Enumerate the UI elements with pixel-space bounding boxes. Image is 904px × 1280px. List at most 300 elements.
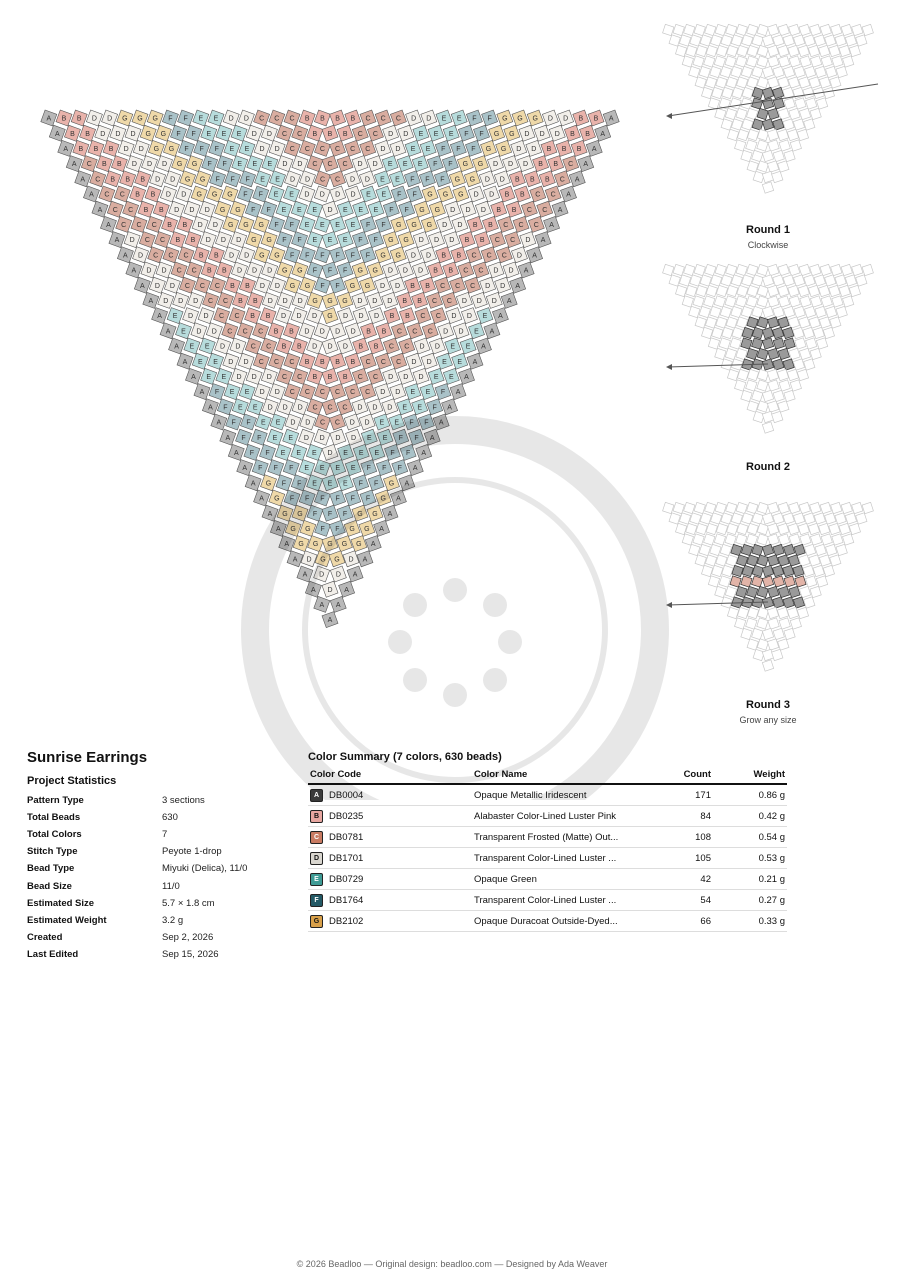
bead <box>459 232 475 248</box>
bead <box>603 110 619 126</box>
svg-text:D: D <box>197 222 203 229</box>
diagram-bead <box>767 607 778 618</box>
bead <box>299 277 315 293</box>
diagram-bead <box>735 140 746 151</box>
svg-text:D: D <box>100 130 106 138</box>
bead <box>123 201 139 217</box>
bead <box>124 232 140 248</box>
bead <box>253 186 269 202</box>
stat-label: Estimated Size <box>27 897 95 909</box>
diagram-bead <box>747 161 758 172</box>
svg-text:G: G <box>357 267 363 275</box>
diagram-bead <box>701 87 712 98</box>
bead <box>300 520 316 536</box>
diagram-bead <box>849 285 860 296</box>
weight-cell: 0.42 g <box>713 806 787 827</box>
svg-text:D: D <box>395 282 401 290</box>
diagram-bead <box>825 35 836 46</box>
svg-text:G: G <box>532 115 538 123</box>
diagram-bead <box>803 327 814 338</box>
diagram-bead <box>778 285 789 296</box>
bead <box>193 110 209 126</box>
bead <box>347 566 363 582</box>
svg-text:B: B <box>273 328 279 336</box>
svg-text:D: D <box>410 252 416 260</box>
bead <box>207 216 223 232</box>
diagram-bead <box>699 544 710 555</box>
diagram-bead <box>721 119 732 130</box>
svg-text:C: C <box>342 404 348 412</box>
diagram-bead <box>789 348 800 359</box>
svg-text:B: B <box>448 267 454 275</box>
svg-text:F: F <box>191 130 196 138</box>
stat-label: Total Colors <box>27 829 82 841</box>
svg-text:D: D <box>489 191 495 199</box>
svg-text:G: G <box>312 541 319 549</box>
bead <box>339 581 355 597</box>
bead <box>413 125 429 141</box>
bead <box>552 201 568 217</box>
svg-text:C: C <box>396 358 402 366</box>
svg-text:E: E <box>343 206 348 214</box>
diagram-bead <box>778 523 789 534</box>
diagram-bead <box>752 576 763 587</box>
bead <box>403 414 419 430</box>
bead <box>185 232 201 248</box>
bead <box>261 201 277 217</box>
bead <box>436 353 452 369</box>
svg-text:E: E <box>221 130 227 138</box>
diagram-bead <box>747 369 758 380</box>
bead <box>489 232 505 248</box>
diagram-bead <box>787 129 798 140</box>
bead <box>269 247 285 263</box>
svg-text:C: C <box>258 358 264 366</box>
bead <box>330 140 346 156</box>
svg-text:D: D <box>267 298 273 305</box>
svg-text:F: F <box>432 404 437 412</box>
diagram-bead <box>705 502 716 513</box>
diagram-bead <box>768 56 779 67</box>
svg-text:G: G <box>372 510 378 518</box>
count-cell: 84 <box>649 806 713 827</box>
diagram-bead <box>852 502 863 513</box>
svg-text:C: C <box>320 419 326 427</box>
svg-text:G: G <box>290 526 296 533</box>
color-summary-body <box>308 784 787 932</box>
svg-text:E: E <box>252 404 258 412</box>
diagram-bead <box>742 513 753 524</box>
bead <box>291 444 307 460</box>
bead <box>571 140 587 156</box>
thread-arrow-icon <box>666 602 672 608</box>
round-1-panel <box>660 22 880 250</box>
diagram-bead <box>768 380 779 391</box>
diagram-bead <box>700 35 711 46</box>
bead <box>518 262 534 278</box>
bead <box>269 490 285 506</box>
bead <box>75 171 91 187</box>
diagram-bead <box>737 607 748 618</box>
svg-text:C: C <box>297 374 303 381</box>
diagram-bead <box>682 296 693 307</box>
bead <box>169 338 185 354</box>
bead <box>276 232 292 248</box>
bead <box>580 125 596 141</box>
bead <box>117 110 133 126</box>
bead <box>360 490 376 506</box>
diagram-bead <box>742 565 753 576</box>
bead <box>206 323 222 339</box>
svg-text:C: C <box>357 130 363 138</box>
svg-text:F: F <box>381 222 386 229</box>
diagram-bead <box>767 285 778 296</box>
bead <box>399 338 415 354</box>
diagram-bead <box>757 534 768 545</box>
diagram-bead <box>747 523 758 534</box>
svg-text:A: A <box>327 617 333 625</box>
diagram-bead <box>746 140 757 151</box>
bead <box>236 429 252 445</box>
diagram-bead <box>736 296 747 307</box>
bead <box>99 186 115 202</box>
diagram-bead <box>752 327 763 338</box>
bead <box>473 125 489 141</box>
diagram-bead <box>762 35 773 46</box>
bead <box>588 110 604 126</box>
svg-text:B: B <box>110 176 116 184</box>
bead <box>368 338 384 354</box>
bead <box>269 140 285 156</box>
svg-text:B: B <box>327 130 333 138</box>
svg-text:A: A <box>396 495 401 503</box>
svg-text:A: A <box>583 161 589 169</box>
svg-text:F: F <box>289 222 294 229</box>
color-code-cell <box>308 827 472 848</box>
bead <box>162 216 178 232</box>
svg-text:D: D <box>466 313 472 321</box>
bead <box>215 338 231 354</box>
diagram-bead <box>815 66 826 77</box>
diagram-bead <box>757 317 768 328</box>
svg-text:B: B <box>553 161 558 169</box>
diagram-bead <box>694 264 705 275</box>
svg-text:A: A <box>276 526 281 533</box>
bead <box>481 140 497 156</box>
diagram-bead <box>719 338 730 349</box>
svg-text:B: B <box>529 176 535 184</box>
bead <box>345 277 361 293</box>
diagram-bead <box>773 150 784 161</box>
bead-pattern-chart <box>0 0 660 650</box>
svg-text:G: G <box>251 237 257 245</box>
diagram-bead <box>819 523 830 534</box>
svg-text:G: G <box>462 161 469 169</box>
diagram-bead <box>778 401 789 412</box>
bead <box>223 247 239 263</box>
bead <box>269 110 285 126</box>
bead <box>322 156 338 172</box>
bead <box>337 338 353 354</box>
svg-text:D: D <box>296 313 302 321</box>
svg-text:D: D <box>358 313 364 321</box>
svg-text:D: D <box>387 267 393 275</box>
bead <box>407 323 423 339</box>
svg-text:C: C <box>446 298 452 305</box>
bead <box>329 171 345 187</box>
bead <box>480 277 496 293</box>
svg-text:F: F <box>373 237 378 245</box>
diagram-bead <box>762 306 773 317</box>
diagram-bead <box>835 275 846 286</box>
bead <box>406 110 422 126</box>
svg-text:C: C <box>289 146 295 153</box>
svg-text:F: F <box>257 434 262 442</box>
color-summary-table <box>308 767 787 932</box>
svg-text:G: G <box>297 267 303 275</box>
diagram-bead <box>757 607 768 618</box>
bead <box>238 353 254 369</box>
svg-text:E: E <box>213 115 219 123</box>
svg-text:D: D <box>204 206 210 214</box>
diagram-bead <box>752 565 763 576</box>
svg-text:D: D <box>531 146 537 153</box>
color-code-cell <box>308 911 472 932</box>
bead <box>382 262 398 278</box>
stat-row-last-edited <box>27 946 247 963</box>
bead <box>443 368 459 384</box>
bead <box>198 308 214 324</box>
svg-text:E: E <box>417 161 423 169</box>
svg-text:C: C <box>151 222 157 229</box>
svg-text:D: D <box>304 328 310 336</box>
bead <box>412 399 428 415</box>
round-2-panel <box>660 262 880 473</box>
svg-text:D: D <box>274 282 280 290</box>
diagram-bead <box>800 534 811 545</box>
svg-text:E: E <box>275 419 281 427</box>
diagram-bead <box>757 348 768 359</box>
bead <box>564 125 580 141</box>
svg-text:A: A <box>114 237 120 245</box>
svg-text:G: G <box>289 282 296 290</box>
svg-text:F: F <box>440 389 446 397</box>
diagram-bead <box>741 306 752 317</box>
diagram-bead <box>797 129 808 140</box>
bead <box>277 399 293 415</box>
bead <box>284 110 300 126</box>
svg-text:D: D <box>251 374 257 381</box>
diagram-bead <box>705 317 716 328</box>
diagram-bead <box>762 513 773 524</box>
bead <box>191 323 207 339</box>
bead <box>262 262 278 278</box>
svg-text:E: E <box>280 450 286 457</box>
svg-text:A: A <box>311 586 316 594</box>
stat-value: Peyote 1-drop <box>162 846 222 858</box>
svg-text:E: E <box>206 374 211 381</box>
stat-row-created <box>27 929 247 946</box>
diagram-bead <box>757 285 768 296</box>
bead <box>405 277 421 293</box>
diagram-bead <box>845 275 856 286</box>
svg-text:A: A <box>412 465 418 473</box>
bead <box>261 125 277 141</box>
bead <box>170 232 186 248</box>
bead <box>269 384 285 400</box>
svg-text:B: B <box>289 328 294 336</box>
diagram-bead <box>732 87 743 98</box>
bead <box>367 292 383 308</box>
diagram-bead <box>779 380 790 391</box>
svg-text:A: A <box>208 404 213 412</box>
bead <box>407 460 423 476</box>
svg-text:E: E <box>221 374 227 381</box>
diagram-bead <box>816 576 827 587</box>
bead <box>412 292 428 308</box>
bead <box>291 201 307 217</box>
bead <box>315 551 331 567</box>
bead <box>261 368 277 384</box>
svg-text:F: F <box>265 450 270 457</box>
bead <box>314 171 330 187</box>
diagram-bead <box>793 119 804 130</box>
svg-text:B: B <box>320 358 325 366</box>
stat-label: Stitch Type <box>27 846 78 858</box>
diagram-bead <box>762 327 773 338</box>
bead <box>276 201 292 217</box>
svg-text:D: D <box>259 389 265 397</box>
diagram-bead <box>704 296 715 307</box>
diagram-bead <box>712 565 723 576</box>
svg-text:D: D <box>266 374 272 381</box>
diagram-bead <box>715 264 726 275</box>
svg-text:G: G <box>349 282 356 290</box>
bead <box>352 505 368 521</box>
diagram-bead <box>731 306 742 317</box>
bead <box>322 368 338 384</box>
diagram-bead <box>768 502 779 513</box>
diagram-bead <box>663 24 674 35</box>
svg-text:D: D <box>434 237 440 245</box>
bead <box>158 292 174 308</box>
svg-text:D: D <box>372 404 378 412</box>
svg-text:B: B <box>167 222 172 229</box>
bead <box>505 232 521 248</box>
color-summary-row <box>308 827 787 848</box>
bead <box>149 277 165 293</box>
color-swatch: E <box>310 873 323 886</box>
bead <box>88 140 104 156</box>
bead <box>226 414 242 430</box>
diagram-bead <box>736 77 747 88</box>
svg-text:C: C <box>153 252 159 260</box>
svg-text:B: B <box>253 298 258 305</box>
color-name-cell: Transparent Color-Lined Luster ... <box>472 890 649 911</box>
diagram-bead <box>727 285 738 296</box>
svg-text:G: G <box>403 237 409 245</box>
stat-label: Bead Type <box>27 863 75 875</box>
svg-text:C: C <box>486 252 492 260</box>
svg-text:B: B <box>222 267 227 275</box>
bead <box>260 308 276 324</box>
bead <box>215 201 231 217</box>
bead <box>49 125 65 141</box>
svg-text:D: D <box>516 252 522 260</box>
svg-text:D: D <box>236 374 242 381</box>
svg-text:A: A <box>148 298 154 305</box>
svg-text:F: F <box>365 252 371 260</box>
svg-text:B: B <box>265 313 271 321</box>
svg-text:C: C <box>372 374 379 381</box>
bead <box>117 247 133 263</box>
svg-text:D: D <box>297 298 303 305</box>
svg-text:D: D <box>266 130 272 138</box>
bead <box>146 216 162 232</box>
svg-text:D: D <box>342 313 349 321</box>
bead <box>337 125 353 141</box>
bead <box>521 201 537 217</box>
project-statistics <box>27 792 247 963</box>
diagram-bead <box>714 534 725 545</box>
diagram-bead <box>704 534 715 545</box>
bead <box>424 429 440 445</box>
document-title: Sunrise Earrings <box>27 749 148 766</box>
bead <box>140 125 156 141</box>
bead <box>382 292 398 308</box>
svg-text:C: C <box>208 298 214 305</box>
svg-text:E: E <box>402 404 408 412</box>
svg-text:E: E <box>272 434 278 442</box>
diagram-bead <box>825 66 836 77</box>
svg-text:C: C <box>478 267 484 275</box>
svg-text:C: C <box>86 161 92 169</box>
bead <box>255 414 271 430</box>
svg-text:D: D <box>419 343 425 351</box>
bead <box>314 429 330 445</box>
diagram-bead <box>798 45 809 56</box>
bead <box>419 171 435 187</box>
bead <box>524 171 540 187</box>
bead <box>471 292 487 308</box>
svg-text:F: F <box>358 480 363 488</box>
svg-text:F: F <box>282 237 287 245</box>
bead <box>359 520 375 536</box>
svg-text:F: F <box>245 176 250 184</box>
bead <box>337 156 353 172</box>
bead <box>422 186 438 202</box>
bead <box>337 475 353 491</box>
svg-text:F: F <box>487 115 492 123</box>
diagram-bead <box>726 502 737 513</box>
bead <box>501 292 517 308</box>
diagram-bead <box>762 628 773 639</box>
diagram-bead <box>778 586 789 597</box>
svg-text:D: D <box>499 176 505 184</box>
diagram-bead <box>757 129 768 140</box>
svg-text:A: A <box>302 571 308 579</box>
diagram-bead <box>706 285 717 296</box>
diagram-bead <box>836 306 847 317</box>
diagram-bead <box>810 586 821 597</box>
diagram-bead <box>726 317 737 328</box>
count-cell: 108 <box>649 827 713 848</box>
diagram-bead <box>793 513 804 524</box>
diagram-bead <box>704 56 715 67</box>
bead <box>330 566 346 582</box>
diagram-bead <box>663 502 674 513</box>
bead <box>533 156 549 172</box>
